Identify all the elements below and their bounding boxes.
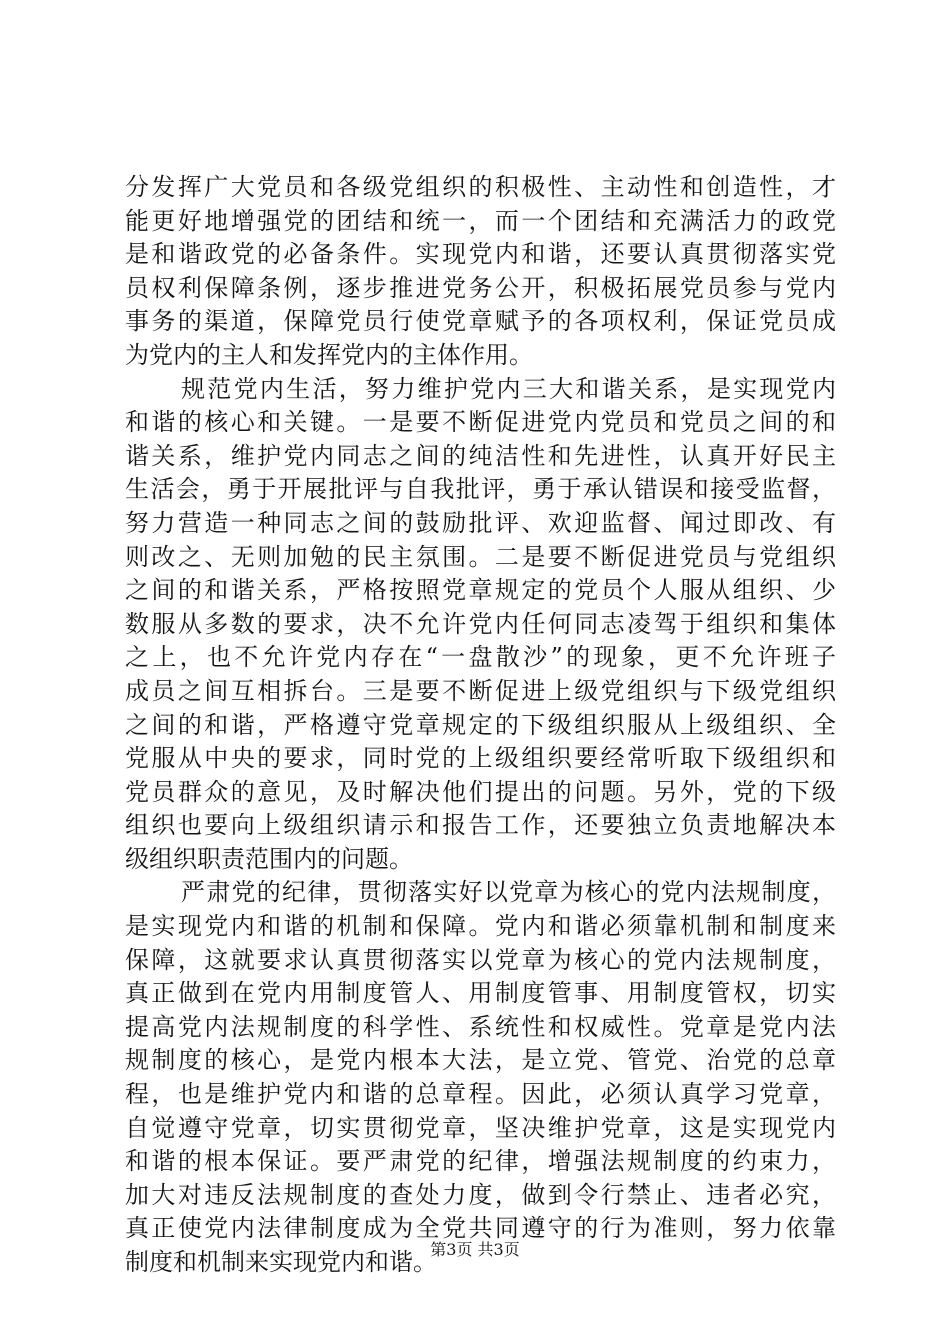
text-line: 为党内的主人和发挥党内的主体作用。 <box>125 340 533 369</box>
text-line: 之间的和谐，严格遵守党章规定的下级组织服从上级组织、全 <box>125 710 836 739</box>
text-line: 级组织职责范围内的问题。 <box>125 844 413 873</box>
text-line: 保障，这就要求认真贯彻落实以党章为核心的党内法规制度， <box>125 945 836 974</box>
text-line: 和谐的根本保证。要严肃党的纪律，增强法规制度的约束力， <box>125 1147 836 1176</box>
text-line: 事务的渠道，保障党员行使党章赋予的各项权利，保证党员成 <box>125 307 836 336</box>
text-line: 数服从多数的要求，决不允许党内任何同志凌驾于组织和集体 <box>125 609 836 638</box>
text-line: 党服从中央的要求，同时党的上级组织要经常听取下级组织和 <box>125 744 836 773</box>
text-line: 加大对违反法规制度的查处力度，做到令行禁止、违者必究， <box>125 1180 836 1209</box>
text-line: 是实现党内和谐的机制和保障。党内和谐必须靠机制和制度来 <box>125 912 836 941</box>
text-line: 规制度的核心，是党内根本大法，是立党、管党、治党的总章 <box>125 1046 836 1075</box>
text-line: 制度和机制来实现党内和谐。 <box>125 1248 437 1276</box>
text-line: 谐关系，维护党内同志之间的纯洁性和先进性，认真开好民主 <box>125 441 836 470</box>
text-line: 提高党内法规制度的科学性、系统性和权威性。党章是党内法 <box>125 1012 836 1041</box>
text-line: 员权利保障条例，逐步推进党务公开，积极拓展党员参与党内 <box>125 273 836 302</box>
text-line: 自觉遵守党章，切实贯彻党章，坚决维护党章，这是实现党内 <box>125 1113 836 1142</box>
text-line: 党员群众的意见，及时解决他们提出的问题。另外，党的下级 <box>125 777 836 806</box>
text-line: 和谐的核心和关键。一是要不断促进党内党员和党员之间的和 <box>125 408 836 437</box>
text-line: 严肃党的纪律，贯彻落实好以党章为核心的党内法规制度， <box>181 878 836 907</box>
document-body <box>125 171 836 1280</box>
text-line: 之上，也不允许党内存在“一盘散沙”的现象，更不允许班子 <box>125 643 836 672</box>
text-line: 努力营造一种同志之间的鼓励批评、欢迎监督、闻过即改、有 <box>125 508 836 537</box>
text-line: 是和谐政党的必备条件。实现党内和谐，还要认真贯彻落实党 <box>125 240 836 269</box>
text-line: 规范党内生活，努力维护党内三大和谐关系，是实现党内 <box>181 374 836 403</box>
text-line: 则改之、无则加勉的民主氛围。二是要不断促进党员与党组织 <box>125 542 836 571</box>
text-line: 程，也是维护党内和谐的总章程。因此，必须认真学习党章， <box>125 1080 836 1109</box>
text-line: 真正做到在党内用制度管人、用制度管事、用制度管权，切实 <box>125 979 836 1008</box>
text-line: 组织也要向上级组织请示和报告工作，还要独立负责地解决本 <box>125 811 836 840</box>
text-line: 分发挥广大党员和各级党组织的积极性、主动性和创造性，才 <box>125 173 836 201</box>
text-line: 成员之间互相拆台。三是要不断促进上级党组织与下级党组织 <box>125 676 836 705</box>
text-line: 能更好地增强党的团结和统一，而一个团结和充满活力的政党 <box>125 206 836 235</box>
text-line: 真正使党内法律制度成为全党共同遵守的行为准则，努力依靠 <box>125 1214 836 1243</box>
text-line: 之间的和谐关系，严格按照党章规定的党员个人服从组织、少 <box>125 576 836 605</box>
page-footer: 第3页 共3页 <box>430 1240 520 1259</box>
text-line: 生活会，勇于开展批评与自我批评，勇于承认错误和接受监督， <box>125 475 836 504</box>
